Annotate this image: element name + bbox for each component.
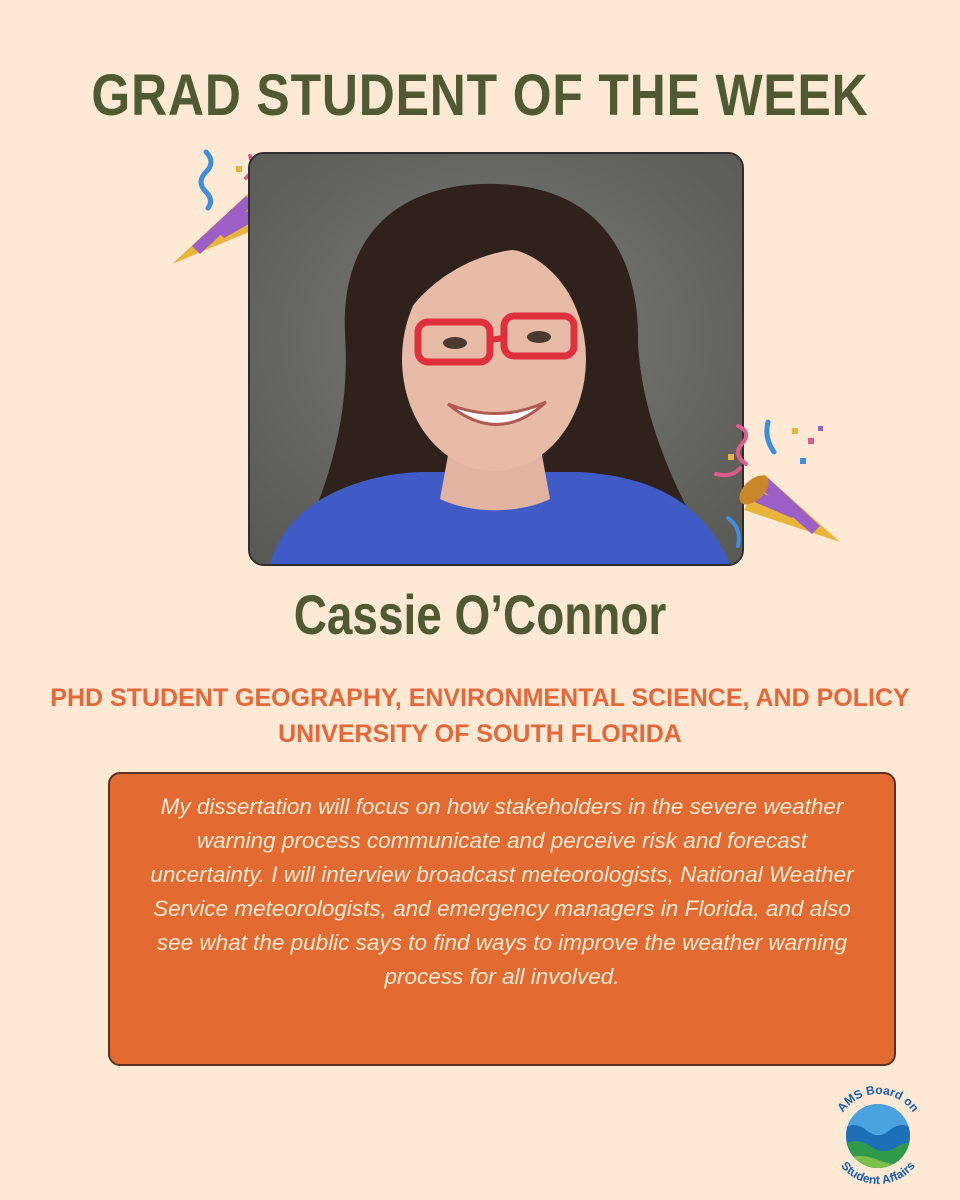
student-name: Cassie O’Connor — [293, 583, 667, 646]
student-program: PHD STUDENT GEOGRAPHY, ENVIRONMENTAL SCIENCE, AND POLICY UNIVERSITY OF SOUTH FLORIDA — [50, 684, 910, 748]
student-photo — [248, 152, 744, 566]
ams-logo — [818, 1074, 938, 1194]
logo-text: AMS Board on Student Affairs — [878, 1192, 892, 1193]
svg-text:Student Affairs: Student Affairs — [838, 1158, 918, 1188]
bio-box — [108, 772, 896, 1066]
svg-text:AMS Board on: AMS Board on — [834, 1082, 922, 1115]
page-title: GRAD STUDENT OF THE WEEK — [91, 63, 869, 128]
bio-text: My dissertation will focus on how stakeholders in the severe weather warning process communicate and perceive risk and forecast uncertainty. I will interview broadcast meteorologists, National Weather Service meteorologists, and emergency managers in Florida, and also see what the public says to find ways to improve the weather warning process for all involved. — [150, 794, 854, 989]
party-popper-icon — [708, 418, 858, 558]
